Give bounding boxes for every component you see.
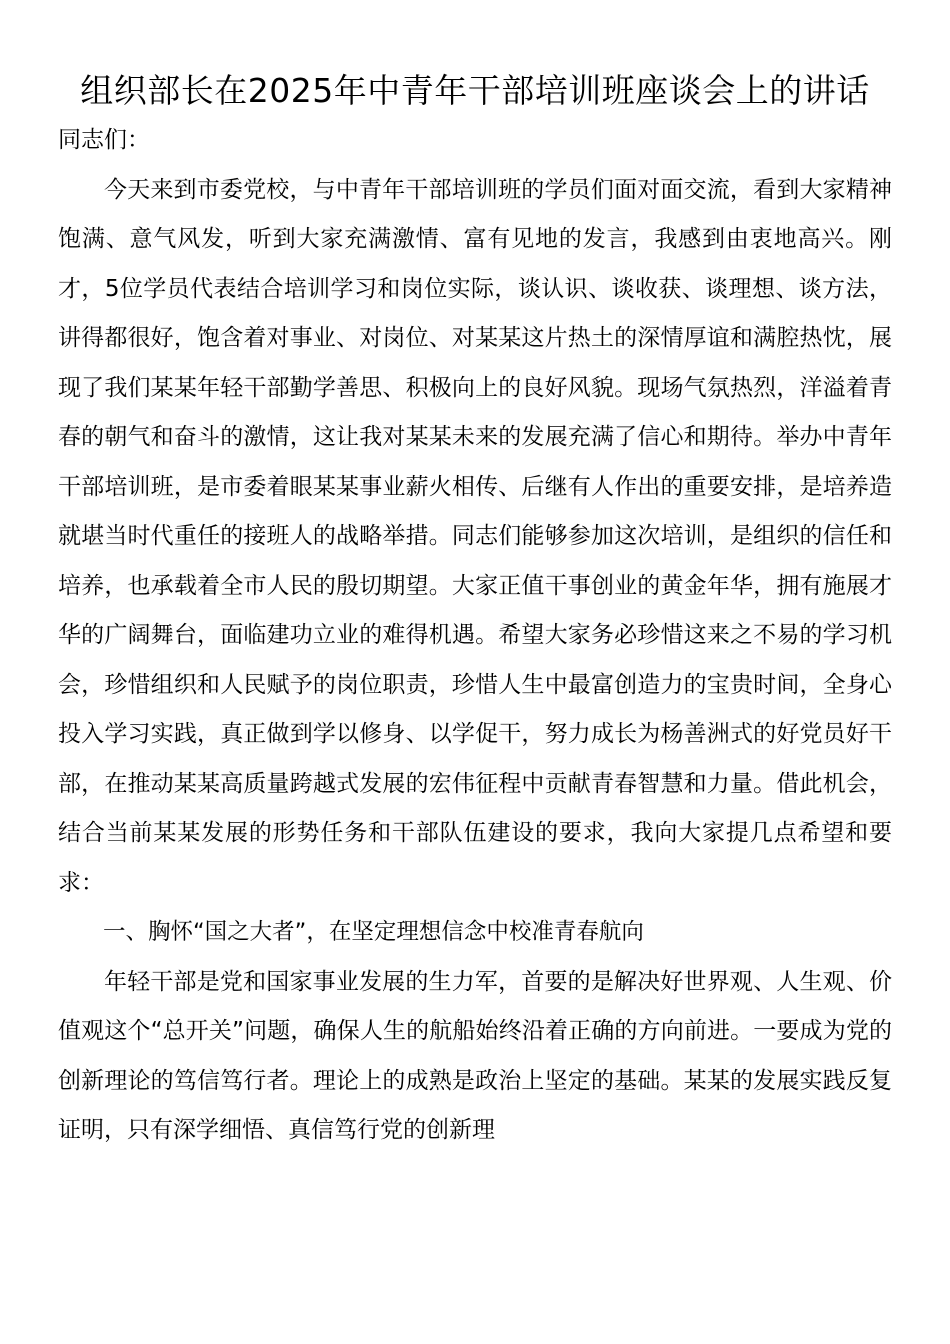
section-1-paragraph: 年轻干部是党和国家事业发展的生力军，首要的是解决好世界观、人生观、价值观这个“总开关”问题，确保人生的航船始终沿着正确的方向前进。一要成为党的创新理论的笃信笃行者。理论上的成熟是政治上坚定的基础。某某的发展实践反复证明，只有深学细悟、真信笃行党的创新理	[58, 968, 892, 1143]
intro-paragraph: 今天来到市委党校，与中青年干部培训班的学员们面对面交流，看到大家精神饱满、意气风发，听到大家充满激情、富有见地的发言，我感到由衷地高兴。刚才，5位学员代表结合培训学习和岗位实际，谈认识、谈收获、谈理想、谈方法，讲得都很好，饱含着对事业、对岗位、对某某这片热土的深情厚谊和满腔热忱，展现了我们某某年轻干部勤学善思、积极向上的良好风貌。现场气氛热烈，洋溢着青春的朝气和奋斗的激情，这让我对某某未来的发展充满了信心和期待。举办中青年干部培训班，是市委着眼某某事业薪火相传、后继有人作出的重要安排，是培养造就堪当时代重任的接班人的战略举措。同志们能够参加这次培训，是组织的信任和培养，也承载着全市人民的殷切期望。大家正值干事创业的黄金年华，拥有施展才华的广阔舞台，面临建功立业的难得机遇。希望大家务必珍惜这来之不易的学习机会，珍惜组织和人民赋予的岗位职责，珍惜人生中最富创造力的宝贵时间，全身心投入学习实践，真正做到学以修身、以学促干，努力成长为杨善洲式的好党员好干部，在推动某某高质量跨越式发展的宏伟征程中贡献青春智慧和力量。借此机会，结合当前某某发展的形势任务和干部队伍建设的要求，我向大家提几点希望和要求：	[58, 176, 892, 896]
section-heading-1: 一、胸怀“国之大者”，在坚定理想信念中校准青春航向	[103, 919, 644, 945]
salutation: 同志们：	[58, 127, 150, 153]
document-title: 组织部长在2025年中青年干部培训班座谈会上的讲话	[80, 71, 870, 110]
document-page	[58, 66, 892, 1156]
